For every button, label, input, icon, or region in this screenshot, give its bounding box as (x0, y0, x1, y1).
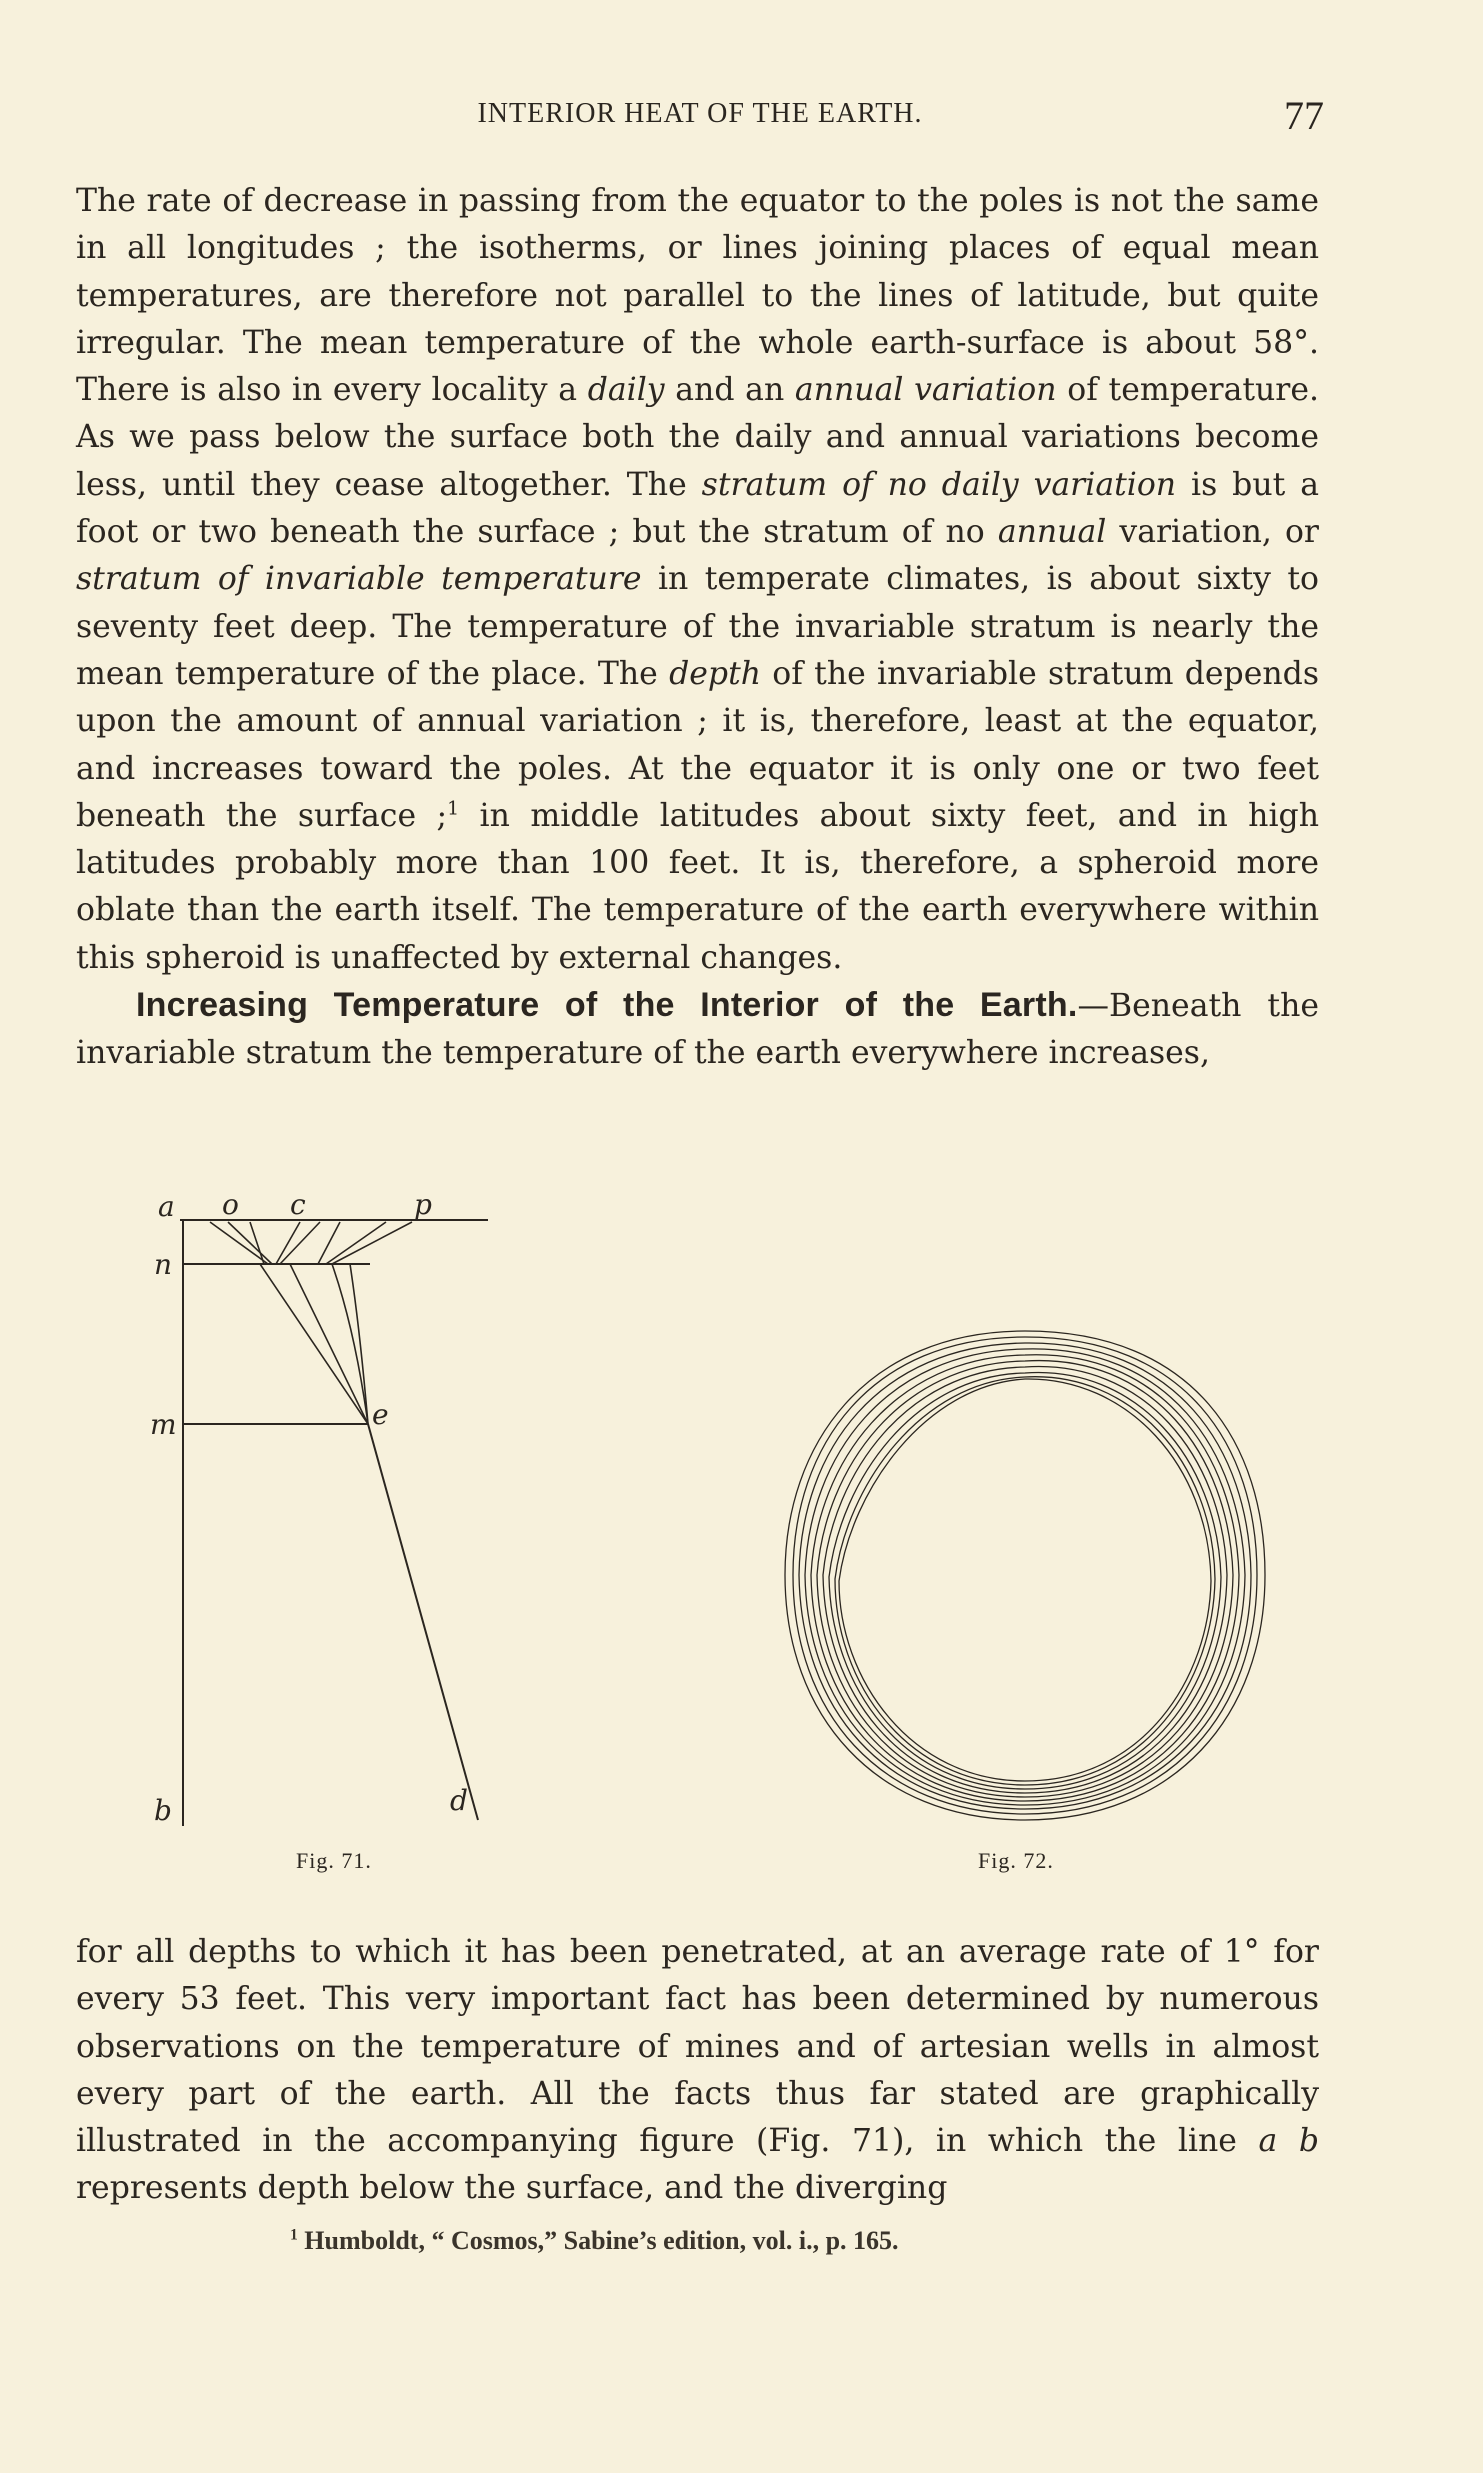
text-run: —Beneath the invariable stratum the temperature of the earth everywhere increases, (76, 988, 1319, 1072)
footnote-text: Humboldt, “ Cosmos,” Sabine’s edition, vol. i., p. 165. (297, 2226, 899, 2255)
page-number: 77 (1284, 93, 1324, 138)
footnote-number: 1 (290, 2226, 298, 2244)
label-a: a (158, 1190, 175, 1223)
text-run: variation, or (1106, 514, 1319, 551)
temperature-line-ed (368, 1424, 478, 1820)
label-o: o (222, 1188, 239, 1221)
italic-term: annual variation (794, 372, 1057, 409)
italic-term: stratum of invariable temperature (76, 561, 642, 598)
daily-variation-lines (210, 1222, 412, 1264)
text-run: of the invariable stratum depends upon the amount of annual variation ; it is, therefore, least at the equator, and increases toward the poles. At the equator it is only one or two feet beneath the surface ; (76, 655, 1319, 834)
annual-variation-lines (260, 1264, 368, 1424)
text-run: in middle latitudes about sixty feet, and in high latitudes probably more than 100 feet. It is, therefore, a spheroid more oblate than the earth itself. The temperature of the earth everywhere within this spheroid is unaffected by external changes. (76, 797, 1320, 976)
italic-term: a b (1258, 2123, 1319, 2160)
label-p: p (414, 1188, 432, 1221)
figure-72-caption: Fig. 72. (978, 1848, 1054, 1873)
italic-term: annual (997, 514, 1107, 551)
spheroid-rings (785, 1331, 1265, 1820)
footnote (290, 2226, 899, 2256)
footnote-mark: 1 (447, 797, 460, 820)
label-d: d (450, 1784, 468, 1817)
paragraph-1 (76, 178, 1319, 1078)
text-run: and an (664, 372, 795, 409)
text-run: is but a foot or two beneath the surface ; but the stratum of no (76, 466, 1319, 551)
text-run: represents depth below the surface, and the diverging (76, 2170, 948, 2207)
section-heading: Increasing Temperature of the Interior of the Earth. (136, 986, 1078, 1025)
label-m: m (150, 1408, 177, 1441)
page-header (76, 92, 1324, 142)
text-run: The rate of decrease in passing from the equator to the poles is not the same in all longitudes ; the isotherms, or lines joining places of equal mean temperatures, are therefore not parallel to the lines of latitude, but quite irregular. The mean temperature of the whole earth-surface is about 58°. There is also in every locality a (76, 183, 1319, 409)
label-c: c (290, 1188, 306, 1221)
figure-71-caption: Fig. 71. (296, 1848, 372, 1873)
figure-72-diagram (775, 1315, 1275, 1835)
italic-term: stratum of no daily variation (701, 466, 1177, 503)
text-run: in temperate climates, is about sixty to seventy feet deep. The temperature of the invariable stratum is nearly the mean temperature of the place. The (76, 561, 1319, 692)
paragraph-3 (76, 1929, 1319, 2213)
label-b: b (154, 1794, 172, 1827)
figure-71-diagram (150, 1180, 510, 1840)
figure-71 (150, 1180, 510, 1840)
running-head: INTERIOR HEAT OF THE EARTH. (477, 98, 923, 129)
italic-term: daily (587, 372, 665, 409)
text-run: for all depths to which it has been penetrated, at an average rate of 1° for every 53 feet. This very important fact has been determined by numerous observations on the temperature of mines and of artesian wells in almost every part of the earth. All the facts thus far stated are graphically illustrated in the accompanying figure (Fig. 71), in which the line (76, 1934, 1319, 2160)
label-e: e (372, 1398, 389, 1431)
figure-72 (775, 1315, 1275, 1835)
italic-term: depth (669, 655, 762, 692)
label-n: n (154, 1248, 173, 1281)
text-run: of temperature. As we pass below the surface both the daily and annual variations become less, until they cease altogether. The (76, 372, 1320, 503)
